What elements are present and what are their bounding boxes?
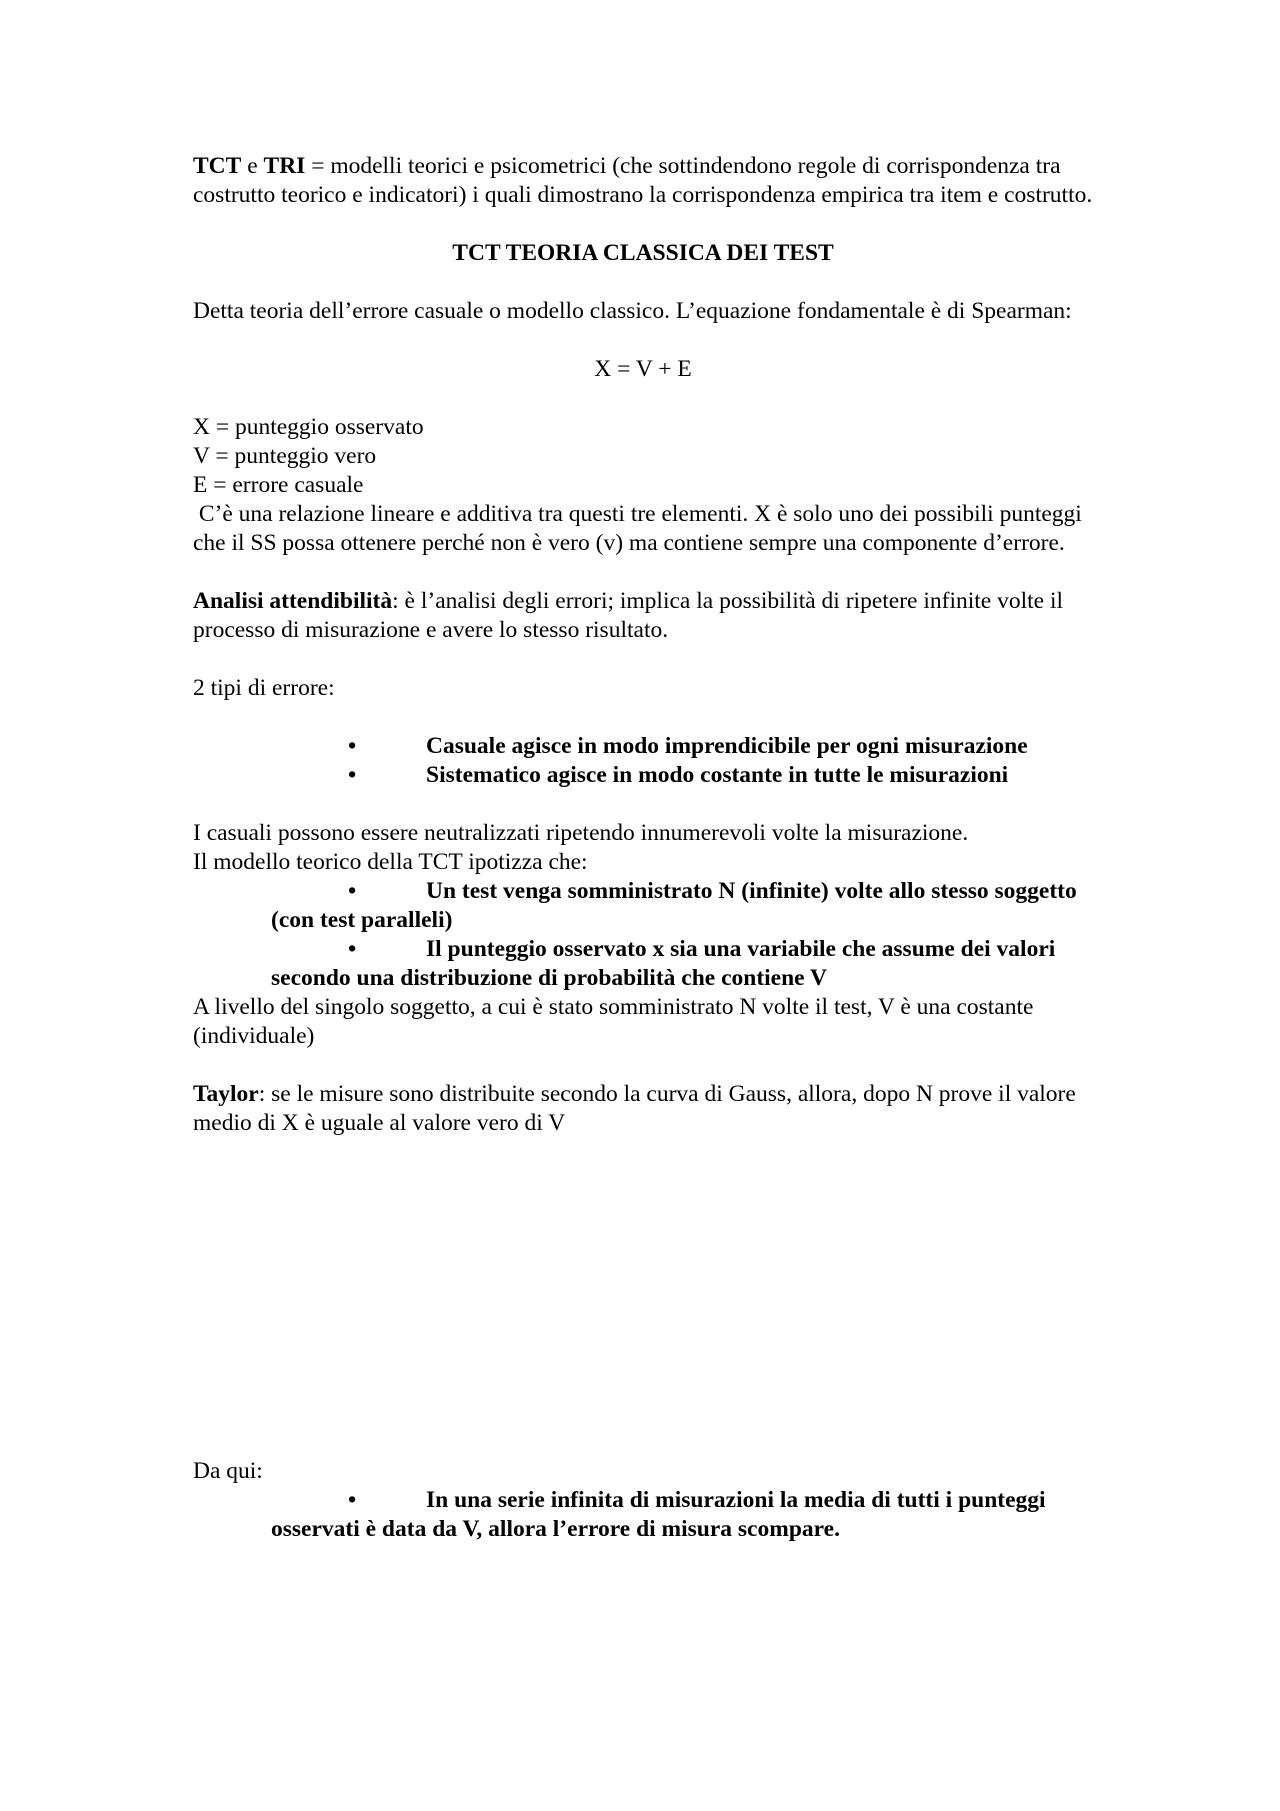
variable-e: E = errore casuale xyxy=(193,472,364,498)
reliability-text: : è l’analisi degli errori; implica la possibilità di ripetere infinite volte il processo di misurazione e avere lo stesso risultato. xyxy=(193,588,1064,643)
individual-paragraph: A livello del singolo soggetto, a cui è stato somministrato N volte il test, V è una costante (individuale) xyxy=(193,994,1034,1049)
term-reliability: Analisi attendibilità xyxy=(193,588,393,614)
list-item-text: Un test venga somministrato N (infinite) volte allo stesso soggetto (con test paralleli) xyxy=(271,878,1077,933)
neutralize-paragraph: I casuali possono essere neutralizzati ripetendo innumerevoli volte la misurazione. xyxy=(193,820,969,846)
taylor-paragraph xyxy=(193,1080,1093,1138)
relation-paragraph: C’è una relazione lineare e additiva tra questi tre elementi. X è solo uno dei possibili punteggi che il SS possa ottenere perché non è vero (v) ma contiene sempre una componente d’errore. xyxy=(193,501,1088,556)
definition-paragraph: Detta teoria dell’errore casuale o modello classico. L’equazione fondamentale è di Spearman: xyxy=(193,298,1072,324)
intro-connector: e xyxy=(241,153,264,179)
list-item-text: Sistematico agisce in modo costante in tutte le misurazioni xyxy=(426,762,1009,788)
equation: X = V + E xyxy=(594,356,692,382)
term-tct: TCT xyxy=(193,153,242,179)
term-tri: TRI xyxy=(263,153,306,179)
intro-paragraph xyxy=(193,152,1093,210)
bullet-icon: • xyxy=(348,762,357,788)
list-item xyxy=(193,877,1093,935)
bullet-icon: • xyxy=(348,878,357,904)
list-item xyxy=(193,732,1093,761)
error-types-list xyxy=(193,732,1093,790)
variable-x: X = punteggio osservato xyxy=(193,414,424,440)
reliability-paragraph xyxy=(193,587,1093,645)
bullet-icon: • xyxy=(348,733,357,759)
taylor-text: : se le misure sono distribuite secondo la curva di Gauss, allora, dopo N prove il valore medio di X è uguale al valore vero di V xyxy=(193,1081,1076,1136)
blank-space xyxy=(193,1138,1093,1457)
list-item-text: In una serie infinita di misurazioni la media di tutti i punteggi osservati è data da V, allora l’errore di misura scompare. xyxy=(271,1487,1046,1542)
section-title: TCT TEORIA CLASSICA DEI TEST xyxy=(452,240,834,266)
hypotheses-list xyxy=(193,877,1093,993)
variable-v: V = punteggio vero xyxy=(193,443,377,469)
conclusions-list xyxy=(193,1486,1093,1544)
error-types-heading: 2 tipi di errore: xyxy=(193,675,335,701)
term-taylor: Taylor xyxy=(193,1081,259,1107)
bullet-icon: • xyxy=(348,1487,357,1513)
hypothesis-heading: Il modello teorico della TCT ipotizza che: xyxy=(193,849,588,875)
bullet-icon: • xyxy=(348,936,357,962)
list-item-text: Casuale agisce in modo imprendicibile per ogni misurazione xyxy=(426,733,1028,759)
document-page xyxy=(193,152,1093,1544)
list-item xyxy=(193,1486,1093,1544)
list-item-text: Il punteggio osservato x sia una variabile che assume dei valori secondo una distribuzione di probabilità che contiene V xyxy=(271,936,1056,991)
conclusion-heading: Da qui: xyxy=(193,1458,263,1484)
list-item xyxy=(193,761,1093,790)
list-item xyxy=(193,935,1093,993)
intro-text: = modelli teorici e psicometrici (che sottindendono regole di corrispondenza tra costrutto teorico e indicatori) i quali dimostrano la corrispondenza empirica tra item e costrutto. xyxy=(193,153,1093,208)
